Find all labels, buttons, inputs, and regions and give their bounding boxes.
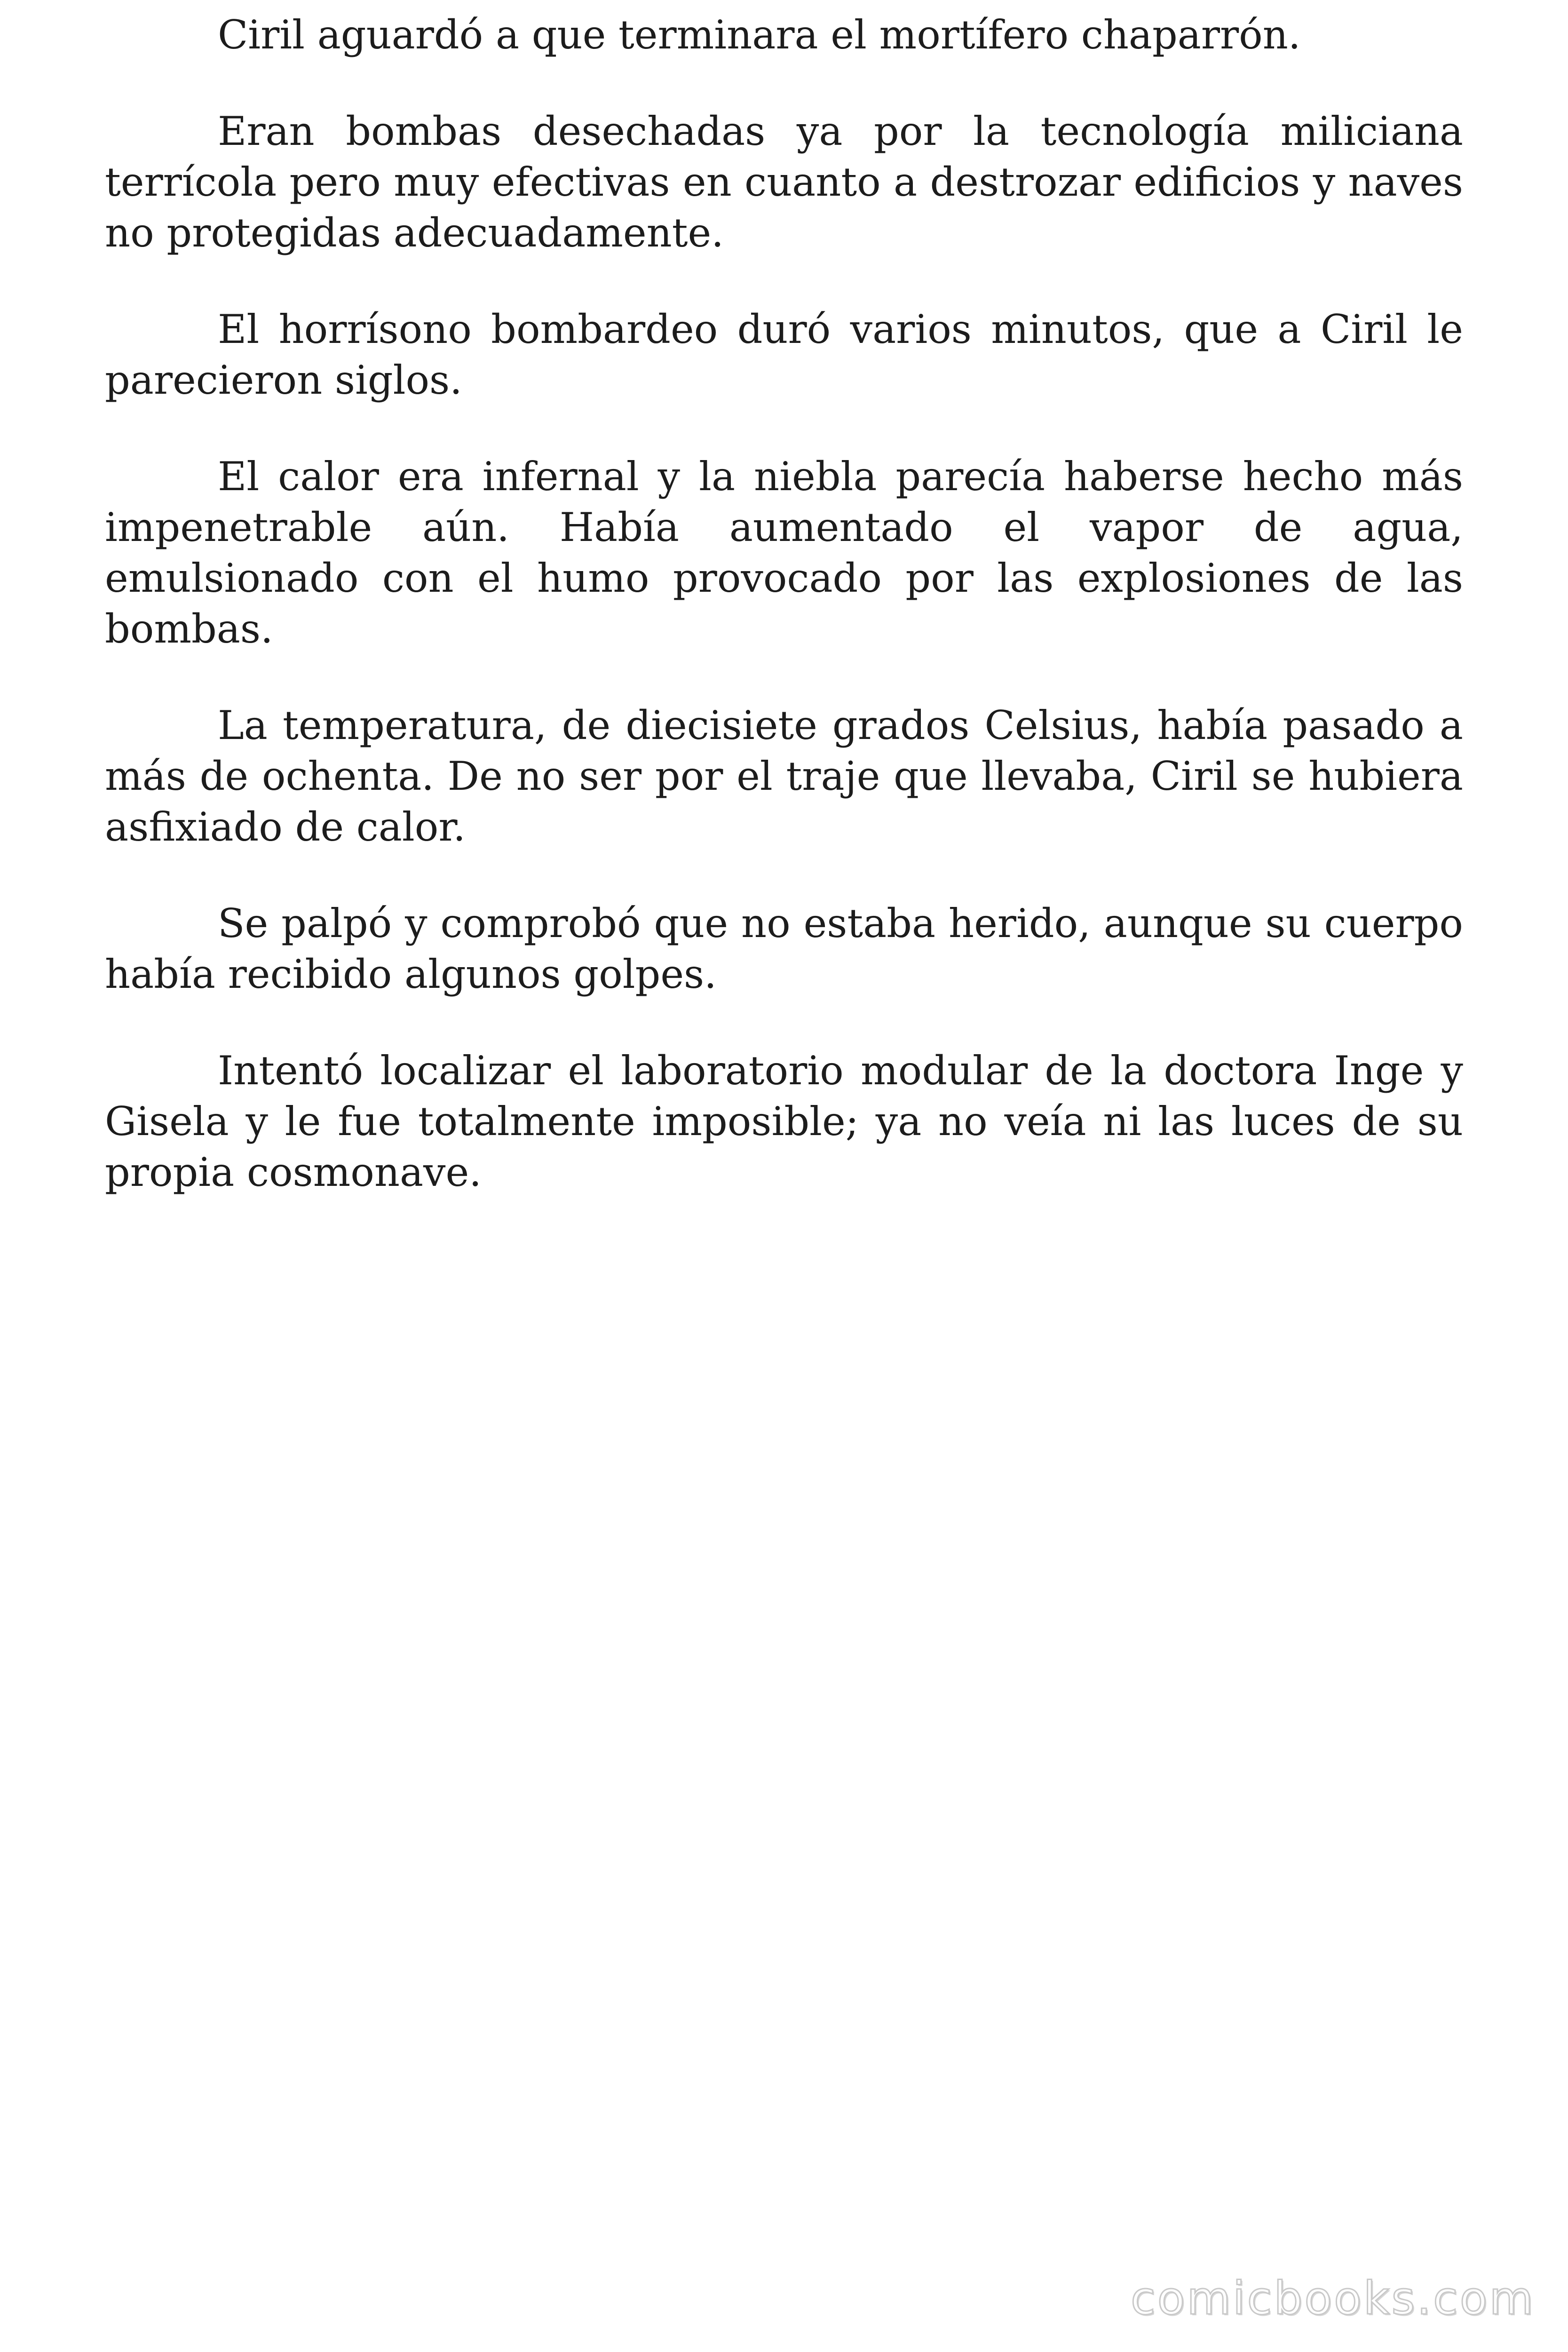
paragraph-2: Eran bombas desechadas ya por la tecnología miliciana terrícola pero muy efectivas en cuanto a destrozar edificios y naves no protegidas adecuadamente. — [105, 108, 1463, 256]
paragraph-3: El horrísono bombardeo duró varios minutos, que a Ciril le parecieron siglos. — [105, 306, 1463, 403]
paragraph-1: Ciril aguardó a que terminara el mortífero chaparrón. — [218, 12, 1301, 58]
paragraph-4: El calor era infernal y la niebla parecía haberse hecho más impenetrable aún. Había aumentado el vapor de agua, emulsionado con el humo provocado por las explosiones de las bombas. — [105, 453, 1463, 652]
watermark: comicbooks.com — [1130, 2272, 1535, 2325]
paragraph-7: Intentó localizar el laboratorio modular de la doctora Inge y Gisela y le fue totalmente imposible; ya no veía ni las luces de su propia cosmonave. — [105, 1048, 1463, 1195]
paragraph-6: Se palpó y comprobó que no estaba herido, aunque su cuerpo había recibido algunos golpes. — [105, 900, 1463, 997]
body-text — [105, 9, 1463, 1243]
paragraph-5: La temperatura, de diecisiete grados Celsius, había pasado a más de ochenta. De no ser por el traje que llevaba, Ciril se hubiera asfixiado de calor. — [105, 702, 1463, 850]
